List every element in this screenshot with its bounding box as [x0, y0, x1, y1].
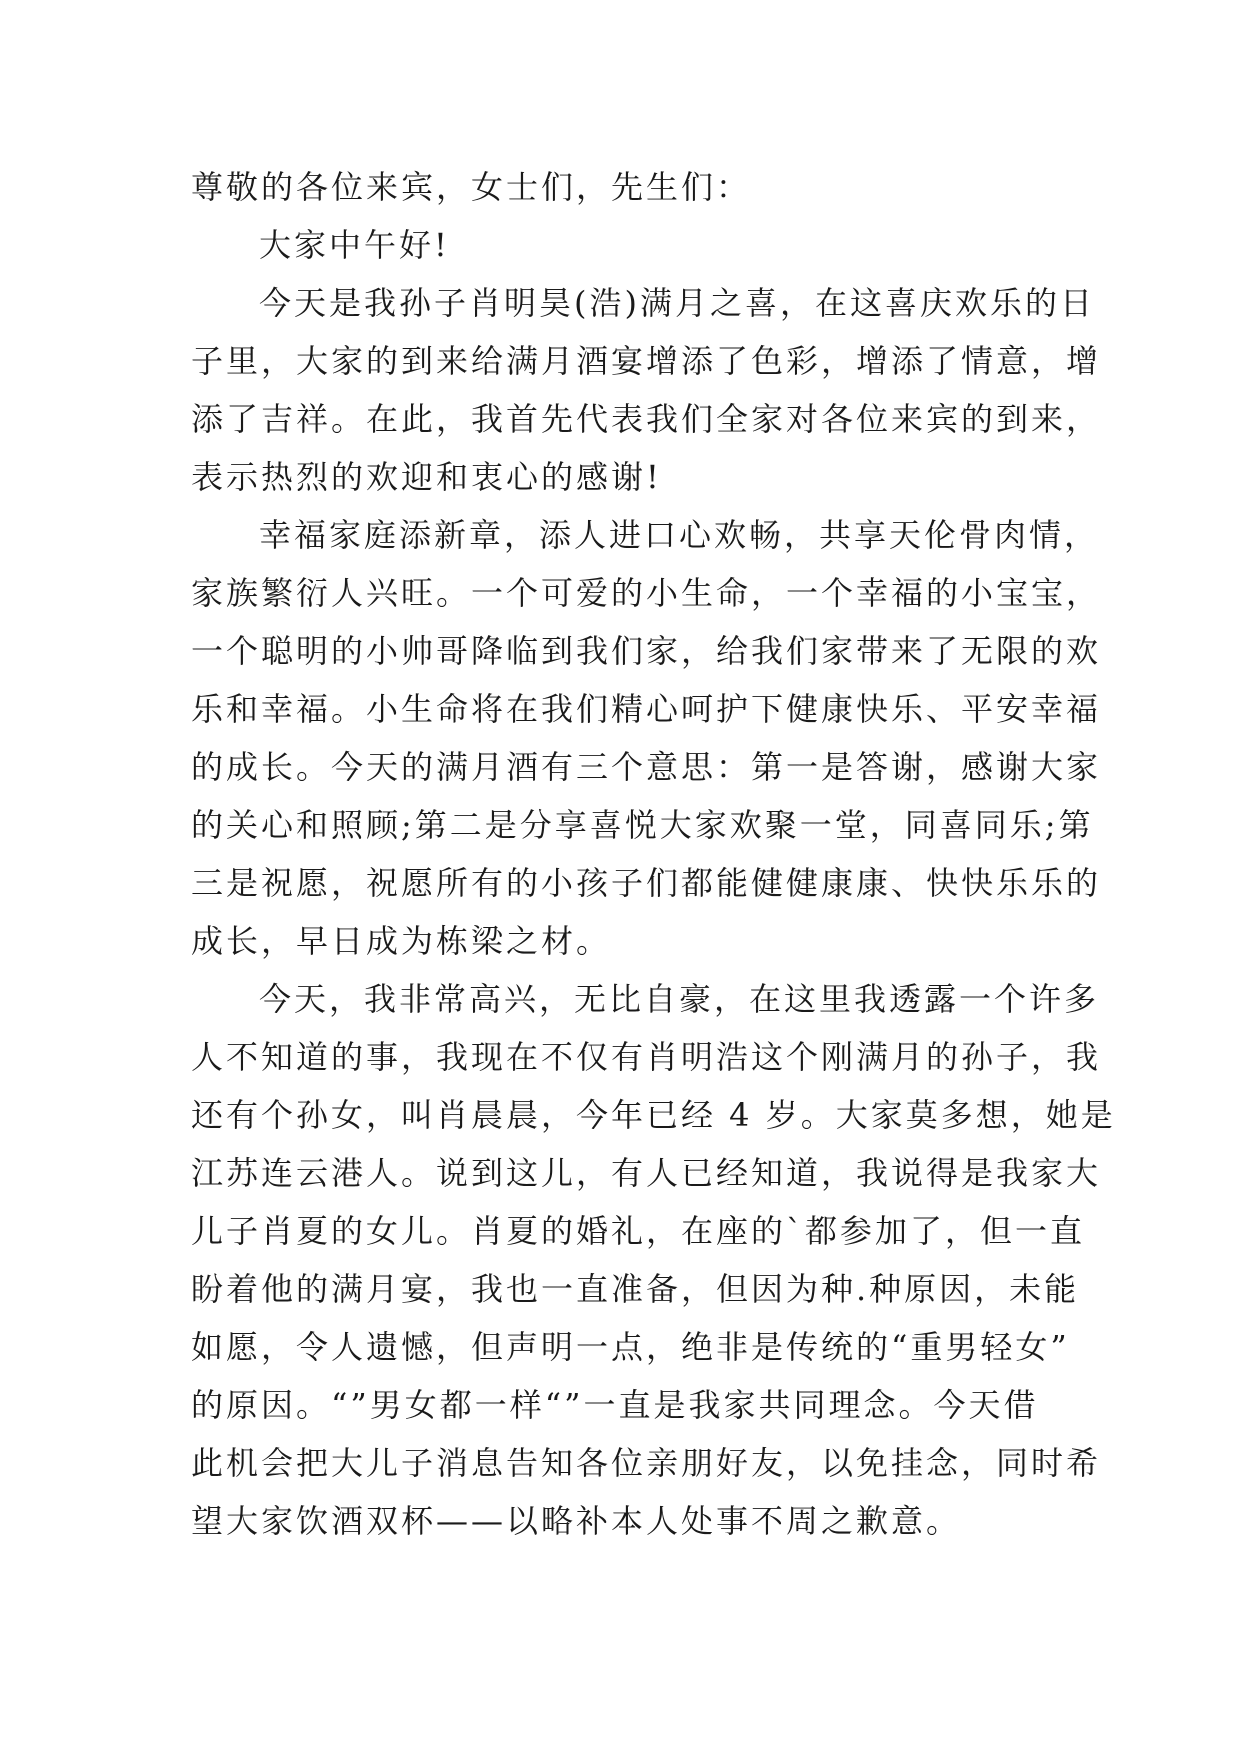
text-line: 还有个孙女，叫肖晨晨，今年已经 4 岁。大家莫多想，她是 — [191, 1096, 1116, 1134]
text-line: 添了吉祥。在此，我首先代表我们全家对各位来宾的到来， — [191, 400, 1102, 438]
text-line: 一个聪明的小帅哥降临到我们家，给我们家带来了无限的欢 — [191, 632, 1102, 670]
text-line: 的原因。“”男女都一样“”一直是我家共同理念。今天借 — [191, 1386, 1039, 1424]
text-line: 此机会把大儿子消息告知各位亲朋好友，以免挂念，同时希 — [191, 1444, 1102, 1482]
text-line: 的关心和照顾;第二是分享喜悦大家欢聚一堂，同喜同乐;第 — [191, 806, 1094, 844]
text-line: 尊敬的各位来宾，女士们，先生们： — [191, 168, 752, 206]
text-line: 大家中午好! — [259, 226, 450, 264]
text-line: 盼着他的满月宴，我也一直准备，但因为种.种原因，未能 — [191, 1270, 1080, 1308]
speech-text — [191, 158, 1116, 1550]
text-line: 如愿，令人遗憾，但声明一点，绝非是传统的“重男轻女” — [191, 1328, 1070, 1366]
text-line: 表示热烈的欢迎和衷心的感谢! — [191, 458, 662, 496]
text-line: 的成长。今天的满月酒有三个意思：第一是答谢，感谢大家 — [191, 748, 1102, 786]
text-line: 乐和幸福。小生命将在我们精心呵护下健康快乐、平安幸福 — [191, 690, 1102, 728]
text-line: 今天是我孙子肖明昊(浩)满月之喜，在这喜庆欢乐的日 — [259, 284, 1095, 322]
text-line: 望大家饮酒双杯——以略补本人处事不周之歉意。 — [191, 1502, 962, 1540]
text-line: 人不知道的事，我现在不仅有肖明浩这个刚满月的孙子，我 — [191, 1038, 1102, 1076]
text-line: 儿子肖夏的女儿。肖夏的婚礼，在座的`都参加了，但一直 — [191, 1212, 1086, 1250]
text-line: 幸福家庭添新章，添人进口心欢畅，共享天伦骨肉情， — [259, 516, 1100, 554]
text-line: 成长，早日成为栋梁之材。 — [191, 922, 612, 960]
text-line: 今天，我非常高兴，无比自豪，在这里我透露一个许多 — [259, 980, 1100, 1018]
text-line: 江苏连云港人。说到这儿，有人已经知道，我说得是我家大 — [191, 1154, 1102, 1192]
text-line: 子里，大家的到来给满月酒宴增添了色彩，增添了情意，增 — [191, 342, 1102, 380]
text-line: 家族繁衍人兴旺。一个可爱的小生命，一个幸福的小宝宝， — [191, 574, 1102, 612]
text-line: 三是祝愿，祝愿所有的小孩子们都能健健康康、快快乐乐的 — [191, 864, 1102, 902]
